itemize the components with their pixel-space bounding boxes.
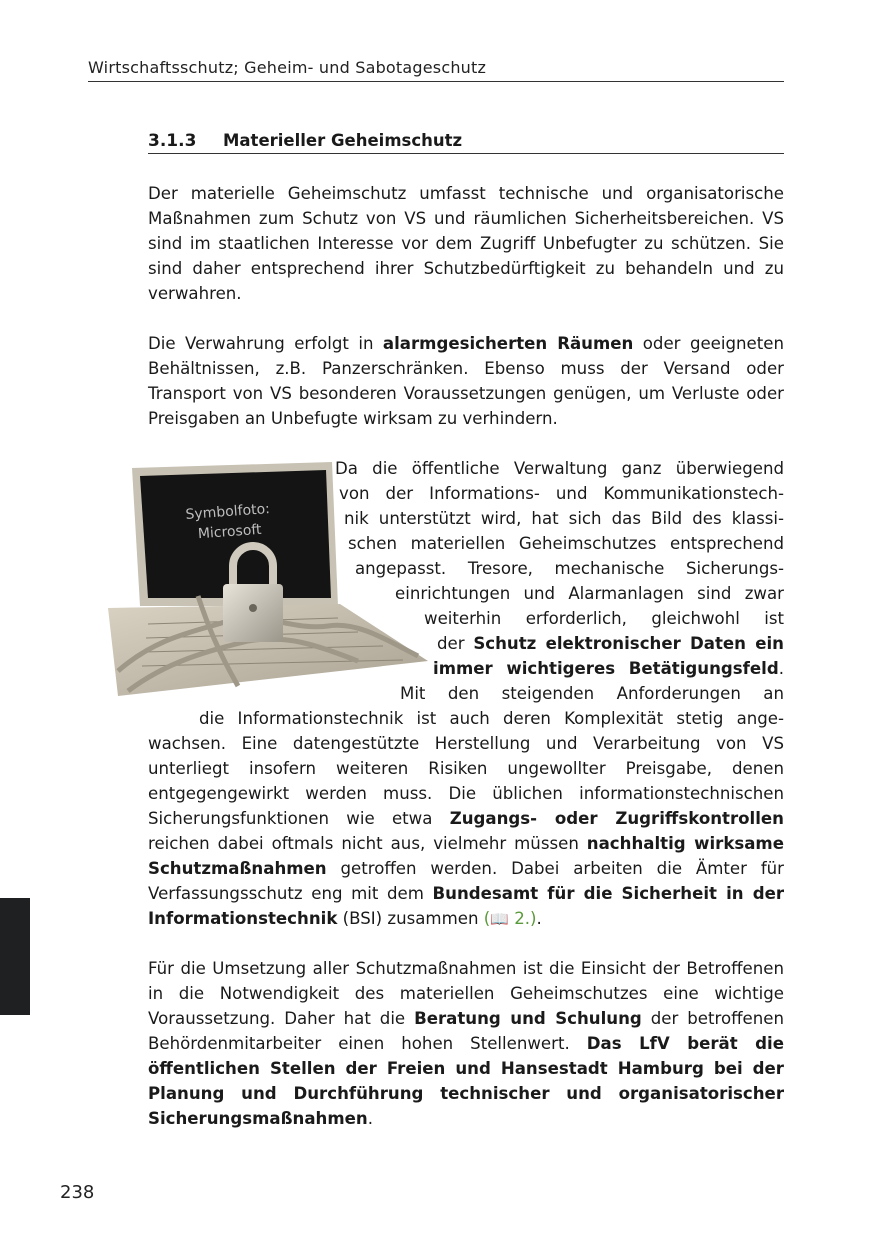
photo-caption-line-2: Microsoft bbox=[197, 521, 263, 543]
wrapped-line-7: weiterhin erforderlich, gleichwohl ist bbox=[424, 609, 784, 628]
chapter-thumb-tab bbox=[0, 898, 30, 1015]
paragraph-4 bbox=[148, 956, 784, 1131]
paragraph-2-text-rest: oder geeigneten Behältnissen, z.B. Panzerschränken. Ebenso muss der Versand oder Transport von VS besonderen Voraussetzungen genügen, um Verluste oder Preisgaben an Unbefugte wirksam zu verhindern. bbox=[148, 334, 784, 428]
line-8-emphasis: Schutz elektronischer Daten ein bbox=[473, 634, 784, 653]
wrapped-line-4: schen materiellen Geheimschutzes entsprechend bbox=[348, 534, 784, 553]
wrapped-line-2: von der Informations- und Kommunikationstech- bbox=[339, 484, 784, 503]
paragraph-3 bbox=[148, 456, 784, 932]
wrapped-line-11: die Informationstechnik ist auch deren Komplexität stetig ange- bbox=[199, 709, 784, 728]
paragraph-1 bbox=[148, 181, 784, 306]
paragraph-2-emphasis: alarmgesicherten Räumen bbox=[382, 334, 634, 353]
link-text: 2.) bbox=[508, 909, 537, 928]
wrapped-line-6: einrichtungen und Alarmanlagen sind zwar bbox=[395, 584, 784, 603]
paragraph-2-text: Die Verwahrung erfolgt in bbox=[148, 334, 383, 353]
wrapped-line-8 bbox=[148, 631, 784, 656]
access-control-emphasis: Zugangs- oder Zugriffskontrollen bbox=[449, 809, 784, 828]
paragraph-2 bbox=[148, 331, 784, 431]
wrapped-lines bbox=[148, 456, 784, 631]
line-9-text: . bbox=[778, 659, 784, 678]
wrapped-line-9 bbox=[148, 656, 784, 681]
photo-caption-line-1: Symbolfoto: bbox=[185, 501, 271, 523]
protective-measures-emphasis: nachhaltig wirksame Schutzmaßnahmen bbox=[148, 834, 784, 878]
page-number: 238 bbox=[60, 1182, 95, 1203]
paragraph-3-text-b: reichen dabei oftmals nicht aus, vielmehr müssen bbox=[148, 834, 587, 853]
wrapped-line-3: nik unterstützt wird, hat sich das Bild des klassi- bbox=[344, 509, 784, 528]
lfv-advice-emphasis: Das LfV berät die öffentlichen Stellen der Freien und Hansestadt Hamburg bei der Planung und Durchführung technischer und organisatorischer Sicherungsmaßnahmen bbox=[148, 1034, 784, 1128]
paragraph-1-text: Der materielle Geheimschutz umfasst technische und organisatorische Maßnahmen zum Schutz von VS und räumlichen Sicherheitsbereichen. VS sind im staatlichen Interesse vor dem Zugriff Unbefugter zu schützen. Sie sind daher entsprechend ihrer Schutzbedürftigkeit zu behandeln und zu verwahren. bbox=[148, 184, 784, 303]
paragraph-3-text-d: (BSI) zusammen bbox=[337, 909, 484, 928]
book-icon: 📖 bbox=[490, 910, 509, 928]
wrapped-line-1: Da die öffentliche Verwaltung ganz überwiegend bbox=[335, 459, 784, 478]
paragraph-3-text-c: getroffen werden. Dabei arbeiten die Ämter für Verfassungsschutz eng mit dem bbox=[148, 859, 784, 903]
section-title: Materieller Geheimschutz bbox=[223, 131, 463, 150]
paragraph-4-text-end: . bbox=[367, 1109, 373, 1128]
paragraph-3-text-a: wachsen. Eine datengestützte Herstellung und Verarbeitung von VS unterliegt insofern weiteren Risiken ungewollter Preisgabe, denen entgegengewirkt werden muss. Die üblichen informationstechnischen Sicherungsfunktionen wie etwa bbox=[148, 734, 784, 828]
line-9-emphasis: immer wichtigeres Betätigungsfeld bbox=[433, 659, 779, 678]
link-open-paren: ( bbox=[483, 909, 491, 928]
bsi-emphasis: Bundesamt für die Sicherheit in der Informationstechnik bbox=[148, 884, 785, 928]
running-header: Wirtschaftsschutz; Geheim- und Sabotageschutz bbox=[88, 58, 784, 82]
line-8-text: der bbox=[437, 634, 474, 653]
section-heading bbox=[148, 131, 784, 154]
paragraph-3-text-e: . bbox=[536, 909, 542, 928]
wrapped-line-5: angepasst. Tresore, mechanische Sicherungs- bbox=[355, 559, 784, 578]
section-number: 3.1.3 bbox=[148, 131, 197, 151]
paragraph-4-text-mid: der betroffenen Behördenmitarbeiter einen hohen Stellenwert. bbox=[148, 1009, 785, 1053]
training-emphasis: Beratung und Schulung bbox=[414, 1009, 642, 1028]
wrapped-line-10: Mit den steigenden Anforderungen an bbox=[400, 684, 784, 703]
paragraph-4-text: Für die Umsetzung aller Schutzmaßnahmen ist die Einsicht der Betroffenen in die Notwendigkeit des materiellen Geheimschutzes eine wichtige Voraussetzung. Daher hat die bbox=[148, 959, 784, 1028]
cross-reference-link[interactable] bbox=[484, 909, 537, 928]
